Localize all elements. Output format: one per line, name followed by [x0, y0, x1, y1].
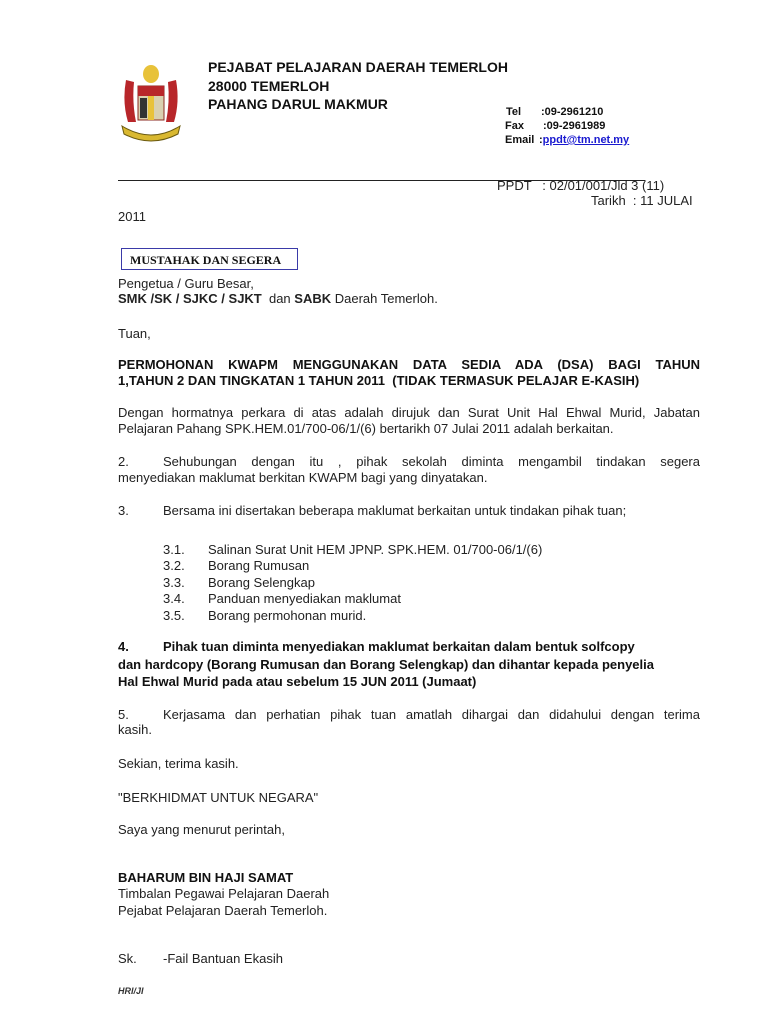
subject-line1: PERMOHONAN KWAPM MENGGUNAKAN DATA SEDIA ADA (DSA) BAGI TAHUN — [118, 357, 700, 372]
para1-line2: Pelajaran Pahang SPK.HEM.01/700-06/1/(6) bertarikh 07 Julai 2011 adalah berkaitan. — [118, 421, 614, 436]
office-postcode: 28000 TEMERLOH — [208, 78, 330, 94]
fax-label: Fax — [505, 120, 524, 132]
para2-line1: Sehubungan dengan itu , pihak sekolah diminta mengambil tindakan segera — [163, 454, 700, 469]
para5-line2: kasih. — [118, 722, 152, 737]
item-number: 3.3. — [163, 575, 185, 590]
cc-label: Sk. — [118, 951, 137, 966]
para4-line1: Pihak tuan diminta menyediakan maklumat berkaitan dalam bentuk solfcopy — [163, 639, 635, 654]
para4-line3: Hal Ehwal Murid pada atau sebelum 15 JUN 2011 (Jumaat) — [118, 674, 477, 689]
item-text: Borang Selengkap — [208, 575, 315, 590]
email-link[interactable]: ppdt@tm.net.my — [542, 134, 630, 146]
letter-date: Tarikh : 11 JULAI — [591, 193, 693, 208]
initials: HRI/JI — [118, 986, 144, 996]
signer-office: Pejabat Pelajaran Daerah Temerloh. — [118, 903, 328, 918]
urgent-label: MUSTAHAK DAN SEGERA — [121, 248, 298, 270]
para2-line2: menyediakan maklumat berkitan KWAPM bagi yang dinyatakan. — [118, 470, 488, 485]
recipient-district: Daerah Temerloh. — [331, 291, 438, 306]
item-text: Borang permohonan murid. — [208, 608, 367, 623]
recipient-and: dan — [261, 291, 295, 306]
para2-number: 2. — [118, 454, 129, 469]
para5-number: 5. — [118, 707, 129, 722]
letter-date-year: 2011 — [118, 209, 146, 224]
cc-text: -Fail Bantuan Ekasih — [163, 951, 283, 966]
tel-label: Tel — [506, 106, 522, 118]
signer-title: Timbalan Pegawai Pelajaran Daerah — [118, 886, 330, 901]
para5-line1: Kerjasama dan perhatian pihak tuan amatlah dihargai dan didahului dengan terima — [163, 707, 700, 722]
email-label: Email — [505, 134, 535, 146]
recipient-line1: Pengetua / Guru Besar, — [118, 276, 254, 291]
item-number: 3.1. — [163, 542, 185, 557]
para3-text: Bersama ini disertakan beberapa maklumat berkaitan untuk tindakan pihak tuan; — [163, 503, 627, 518]
recipient-line2 — [118, 291, 438, 307]
closing: Sekian, terima kasih. — [118, 756, 239, 771]
signer-name: BAHARUM BIN HAJI SAMAT — [118, 870, 294, 885]
salutation: Tuan, — [118, 326, 151, 341]
item-text: Borang Rumusan — [208, 558, 310, 573]
yours-faithfully: Saya yang menurut perintah, — [118, 822, 285, 837]
para4-line2: dan hardcopy (Borang Rumusan dan Borang Selengkap) dan dihantar kepada penyelia — [118, 657, 654, 672]
recipient-schools: SMK /SK / SJKC / SJKT — [118, 291, 262, 306]
recipient-sabk: SABK — [294, 291, 332, 306]
para4-number: 4. — [118, 639, 129, 654]
motto: "BERKHIDMAT UNTUK NEGARA" — [118, 790, 319, 805]
fax-value: :09-2961989 — [543, 120, 606, 132]
para1-line1: Dengan hormatnya perkara di atas adalah dirujuk dan Surat Unit Hal Ehwal Murid, Jabatan — [118, 405, 700, 420]
item-number: 3.4. — [163, 591, 185, 606]
email-prefix: : — [539, 134, 543, 146]
item-number: 3.2. — [163, 558, 185, 573]
tel-value: :09-2961210 — [541, 106, 604, 118]
office-name: PEJABAT PELAJARAN DAERAH TEMERLOH — [208, 59, 508, 75]
reference-number: PPDT : 02/01/001/Jld 3 (11) — [497, 178, 665, 193]
office-state: PAHANG DARUL MAKMUR — [208, 96, 388, 112]
coat-of-arms-icon — [118, 62, 184, 142]
item-text: Panduan menyediakan maklumat — [208, 591, 401, 606]
item-number: 3.5. — [163, 608, 185, 623]
subject-line2: 1,TAHUN 2 DAN TINGKATAN 1 TAHUN 2011 (TIDAK TERMASUK PELAJAR E-KASIH) — [118, 373, 640, 388]
para3-number: 3. — [118, 503, 129, 518]
item-text: Salinan Surat Unit HEM JPNP. SPK.HEM. 01/700-06/1/(6) — [208, 542, 543, 557]
